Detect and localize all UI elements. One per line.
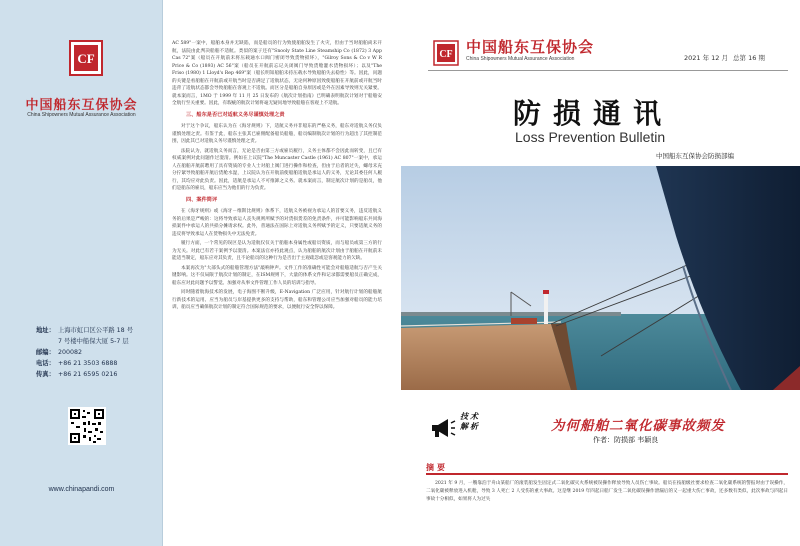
qr-code-icon — [68, 407, 106, 445]
contact-phone: 电话： +86 21 3503 6888 — [36, 360, 118, 367]
article-paragraph: 同时随着航海技术的发展，电子海图不断升级，E-Navigation 广泛应用，针对航行计划的船舶航行新技术的运用、应当为船员与岸基提供更多的支持与帮助，船东和管理公司应当加强对船员的能力培训，船员应当确保航次计划的制定符合国际规范的要求，以便航行安全得以保障。 — [172, 290, 382, 310]
section-tag: 技术 解析 — [460, 412, 480, 431]
feature-title: 为何船舶二氧化碳事故频发 — [551, 418, 725, 434]
contact-fax: 传真： +86 21 6595 0216 — [36, 371, 118, 378]
contact-address-line2: 7 号楼中船保大厦 5-7 层 — [58, 338, 129, 345]
contact-block — [36, 325, 162, 380]
cf-logo-icon — [69, 40, 103, 76]
contact-address: 地址： 上海市虹口区公平路 18 号 — [36, 327, 133, 334]
sidebar-org-name: 中国船东互保协会 — [25, 98, 138, 113]
cf-logo-icon — [433, 40, 459, 66]
sidebar-panel — [0, 0, 163, 546]
editor-credit: 中国船东互保协会防损部编 — [656, 152, 734, 160]
article-paragraph: 本案再次为"大部头式的船舶管理方法"敲响钟声。文件工作的准确性可能会对船舶适航与否产生关键影响。这不仅局限于航次计划的制定，在ISM规则下，大量的体系文件和记录都需要船员正确完成，船东应对此问题予以警觉。加强对从事文件管理工作人员的培训与指导。 — [172, 265, 382, 286]
section-heading: 四、案件简评 — [186, 196, 218, 203]
article-paragraph: 法院认为，就适航义务而言，无论是否由第三方或雇员履行，义务主体都不会因此而转变，且已有权威案例对此问题作过澄清。例如在上议院"The Muncaster Castle (1961) AC 807"一案中，承运人在船舶开航前聘用了具有资质的专业人士对船上阀门进行操作和检查，但由于后者的过失，螺母未充分拧紧导致船舶开航后货舱水湿，上议院认为在开航前使船舶适航是承运人的义务，无论其委任何人履行，其均应对此负责。因此，适航是承运人不可推卸之义务。就本案而言，制定航次计划的是船员，他们是船东的雇员，船东应当为他们的行为负责。 — [172, 148, 382, 191]
abstract-divider — [426, 473, 788, 475]
issue-date: 2021 年 12 月 — [684, 54, 729, 62]
article-paragraph: 在《海牙规则》或《海牙－维斯比规则》体系下，适航义务被视为承运人的首要义务，违反适航义务的后果是严峻的：这将导致承运人丧失规则所赋予的对货损货差的免责条件，并可能影响船东共同海损案件中承运人的共损分摊请求权。此外，普通法在国际上对适航义务所赋予的定义，只要适航义务的违反将导致承运人在货物损失中无法免责。 — [172, 209, 382, 237]
svg-text:CF: CF — [439, 49, 453, 60]
ship-photo — [401, 166, 800, 390]
cover-org-name-en: China Shipowners Mutual Assurance Association — [466, 56, 575, 62]
cover-org-name: 中国船东互保协会 — [466, 38, 595, 56]
article-paragraph: 对于这个争议，船东认为在《海牙规则》下，适航义务并非船东的严格义务，船东对适航义务仅负谨慎处理之责。有鉴于此，船东主张其已雇佣配备船员船舶，船员编制航次计划的行为超出了其控制范围，因此其已对适航义务尽谨慎处理之责。 — [172, 124, 382, 144]
contact-postcode: 邮编： 200082 — [36, 349, 83, 356]
issue-number: 总第 16 期 — [733, 54, 765, 62]
article-column — [172, 40, 382, 314]
website-link[interactable]: www.chinapandi.com — [48, 486, 115, 493]
sidebar-org-name-en: China Shipowners Mutual Assurance Association — [27, 112, 136, 118]
article-paragraph: AC 589"一案中，船舶本身并无缺陷，而是船员的行为致使船舶发生了火灾，但由于当时船舶尚未开航，法院由此判决船舶不适航。类似的案子还有"Snooly State Line Steamship Co (1872) 3 App Cas 72"案（船员在开航前未将压载通水口阀门密闭导致货物损坏），"Gilroy Sons & Co v W R Price & Co (1893) AC 56"案（船员在开航前忘记关闭阀门导致货舱灌水货物损坏）；以及"The Friso (1980) 1 Lloyd's Rep 469"案（船长明知船舶未持压载水导致船舶失去稳性）等。因此，问题的关键是看船舶在开航前或开航当时是否满足了适航状态，无论何种原因致使船舶在开航前或开航当时违背了适航状态都会导致船舶在客观上不适航。而区分是船舶自身原因或是外在因素导致则无关紧要。就本案而言，1MO 于 1999 年 11 月 25 日发布的《航次计划指南》已明确表明航次计划对于船舶安全航行至关重要。因此，有瑕疵的航次计划将毫无疑问地导致船舶在客观上不适航。 — [172, 41, 382, 106]
section-heading: 三、船东是否已对适航义务尽谨慎处理之责 — [186, 111, 285, 118]
header-divider — [428, 70, 788, 71]
logo-text: CF — [77, 51, 95, 66]
megaphone-icon — [430, 417, 456, 439]
feature-authors: 作者：防损部 韦颖良 — [593, 436, 659, 444]
bulletin-title: 防损通讯 — [513, 97, 674, 130]
abstract-text: 2021 年 9 月，一艘靠泊于舟山某船厂的滚装船发生固定式二氧化碳灭火系统被误操作释放导致人员伤亡事故。船员在按船级社要求检查二氧化碳系统的警报时由于误操作，二氧化碳被释放进入机舱，导致 3 人死亡 2 人受伤的重大事故。这是继 2019 年四起日船厂发生二氧化碳误操作泄漏后的又一起重大伤亡事故，还多数有类似，此次事故与四起日事故十分相似，如果将人为过失 — [426, 481, 788, 502]
abstract-heading: 摘要 — [426, 463, 448, 472]
bulletin-title-en: Loss Prevention Bulletin — [515, 129, 666, 145]
article-paragraph: 履行方面，一个常见的误区是认为适航仅仅关于船舶本身属性或船员资质，而与船员或第三方的行为无关。对此已有若干案例予以澄清。本案法官亦持此观点，认为船舶的航次计划由于船舶在开航前未能适当制定，船东应对其负责，且不论船员的这种行为是否出于主观疏忽或是客观能力的欠缺。 — [172, 241, 382, 261]
